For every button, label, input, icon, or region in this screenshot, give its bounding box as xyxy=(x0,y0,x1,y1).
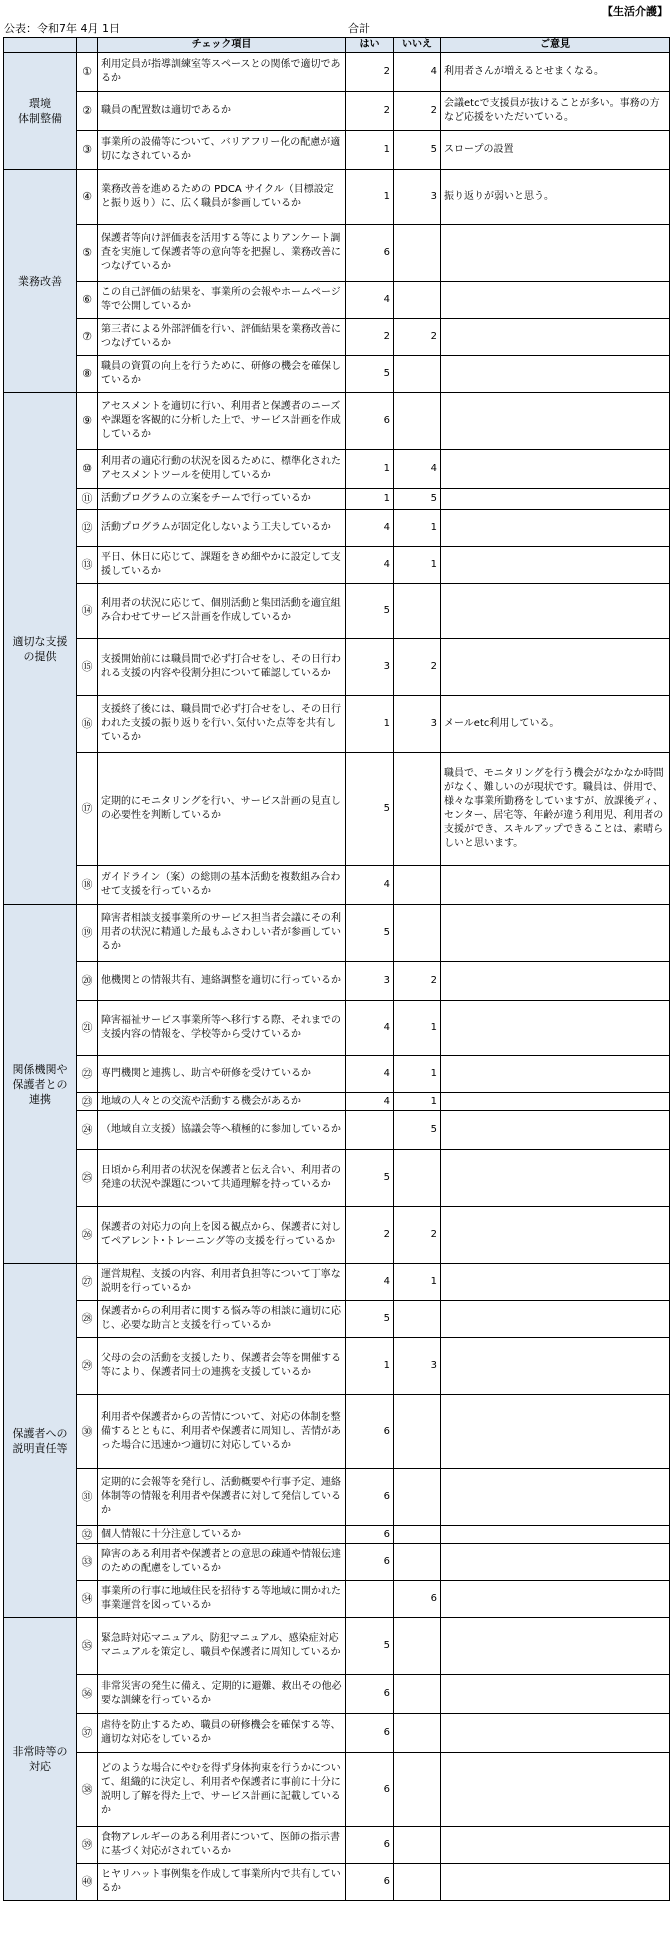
no-count: 5 xyxy=(394,1111,441,1150)
check-item-text: 個人情報に十分注意しているか xyxy=(98,1526,346,1544)
table-row xyxy=(4,753,670,866)
table-row xyxy=(4,131,670,170)
yes-count: 6 xyxy=(346,1753,394,1827)
check-item-text: 利用者の状況に応じて、個別活動と集団活動を適宜組み合わせてサービス計画を作成しているか xyxy=(98,584,346,639)
table-row xyxy=(4,1526,670,1544)
item-number: ⑧ xyxy=(77,356,98,393)
opinion-text xyxy=(441,1111,670,1150)
yes-count: 4 xyxy=(346,282,394,319)
opinion-text xyxy=(441,1264,670,1301)
opinion-header: ご意見 xyxy=(441,38,670,53)
item-number: ㉜ xyxy=(77,1526,98,1544)
item-number: ③ xyxy=(77,131,98,170)
service-type-badge: 【生活介護】 xyxy=(602,5,668,18)
yes-count: 1 xyxy=(346,131,394,170)
opinion-text xyxy=(441,1714,670,1753)
check-item-text: 父母の会の活動を支援したり、保護者会等を開催する等により、保護者同士の連携を支援しているか xyxy=(98,1338,346,1395)
category-label: 関係機関や 保護者との 連携 xyxy=(4,905,77,1264)
opinion-text: スロープの設置 xyxy=(441,131,670,170)
opinion-text xyxy=(441,282,670,319)
table-row xyxy=(4,1675,670,1714)
item-number: ㉓ xyxy=(77,1093,98,1111)
opinion-text: 振り返りが弱いと思う。 xyxy=(441,170,670,225)
no-count: 2 xyxy=(394,639,441,696)
item-number: ⑦ xyxy=(77,319,98,356)
opinion-text xyxy=(441,1301,670,1338)
no-count: 2 xyxy=(394,319,441,356)
check-item-text: （地域自立支援）協議会等へ積極的に参加しているか xyxy=(98,1111,346,1150)
no-count xyxy=(394,1864,441,1901)
yes-count: 1 xyxy=(346,696,394,753)
yes-count: 3 xyxy=(346,639,394,696)
item-number: ⑬ xyxy=(77,547,98,584)
item-number: ㉒ xyxy=(77,1056,98,1093)
table-row xyxy=(4,962,670,1001)
category-label: 保護者への 説明責任等 xyxy=(4,1264,77,1618)
category-label: 非常時等の 対応 xyxy=(4,1618,77,1901)
opinion-text xyxy=(441,1469,670,1526)
check-item-header: チェック項目 xyxy=(98,38,346,53)
yes-count: 6 xyxy=(346,393,394,450)
item-number: ② xyxy=(77,92,98,131)
table-row xyxy=(4,1395,670,1469)
table-row xyxy=(4,1264,670,1301)
no-count: 5 xyxy=(394,489,441,510)
opinion-text xyxy=(441,1093,670,1111)
check-item-text: 障害者相談支援事業所のサービス担当者会議にその利用者の状況に精通した最もふさわしい者が参画しているか xyxy=(98,905,346,962)
item-number: ⑲ xyxy=(77,905,98,962)
check-item-text: ヒヤリハット事例集を作成して事業所内で共有しているか xyxy=(98,1864,346,1901)
yes-count: 5 xyxy=(346,356,394,393)
check-item-text: 専門機関と連携し、助言や研修を受けているか xyxy=(98,1056,346,1093)
check-item-text: 事業所の行事に地域住民を招待する等地域に開かれた事業運営を図っているか xyxy=(98,1581,346,1618)
number-header xyxy=(77,38,98,53)
no-count: 1 xyxy=(394,547,441,584)
no-count xyxy=(394,225,441,282)
opinion-text xyxy=(441,450,670,489)
opinion-text xyxy=(441,319,670,356)
yes-count: 1 xyxy=(346,489,394,510)
table-row xyxy=(4,1093,670,1111)
table-row xyxy=(4,1827,670,1864)
opinion-text xyxy=(441,1618,670,1675)
check-item-text: 業務改善を進めるための PDCA サイクル（目標設定と振り返り）に、広く職員が参画しているか xyxy=(98,170,346,225)
item-number: ㉔ xyxy=(77,1111,98,1150)
no-count: 3 xyxy=(394,170,441,225)
opinion-text: メールetc利用している。 xyxy=(441,696,670,753)
yes-count: 5 xyxy=(346,1618,394,1675)
opinion-text xyxy=(441,1526,670,1544)
opinion-text xyxy=(441,1150,670,1207)
category-header xyxy=(4,38,77,53)
table-row xyxy=(4,1469,670,1526)
no-count xyxy=(394,1753,441,1827)
opinion-text xyxy=(441,1675,670,1714)
yes-count xyxy=(346,1111,394,1150)
no-count: 3 xyxy=(394,1338,441,1395)
no-count: 5 xyxy=(394,131,441,170)
item-number: ㊲ xyxy=(77,1714,98,1753)
no-count xyxy=(394,393,441,450)
yes-count: 6 xyxy=(346,1469,394,1526)
item-number: ㉘ xyxy=(77,1301,98,1338)
item-number: ㊱ xyxy=(77,1675,98,1714)
table-row xyxy=(4,1581,670,1618)
item-number: ㊳ xyxy=(77,1753,98,1827)
opinion-text: 職員で、モニタリングを行う機会がなかなか時間がなく、難しいのが現状です。職員は、併用で、様々な事業所勤務をしていますが、放課後ディ、センター、居宅等、年齢が違う利用児、利用者の支援ができ、スキルアップできることは、素晴らしいと思います。 xyxy=(441,753,670,866)
no-count xyxy=(394,282,441,319)
yes-count: 6 xyxy=(346,1675,394,1714)
no-count xyxy=(394,356,441,393)
yes-count: 5 xyxy=(346,584,394,639)
check-item-text: 利用者の適応行動の状況を図るために、標準化されたアセスメントツールを使用しているか xyxy=(98,450,346,489)
yes-count: 4 xyxy=(346,1093,394,1111)
check-item-text: 虐待を防止するため、職員の研修機会を確保する等、適切な対応をしているか xyxy=(98,1714,346,1753)
no-count: 1 xyxy=(394,1264,441,1301)
no-count: 2 xyxy=(394,92,441,131)
header-row xyxy=(4,38,670,53)
no-count xyxy=(394,1526,441,1544)
yes-count: 6 xyxy=(346,1864,394,1901)
check-item-text: 第三者による外部評価を行い、評価結果を業務改善につなげているか xyxy=(98,319,346,356)
no-count: 1 xyxy=(394,510,441,547)
yes-count: 4 xyxy=(346,1056,394,1093)
item-number: ㊴ xyxy=(77,1827,98,1864)
check-item-text: 運営規程、支援の内容、利用者負担等について丁寧な説明を行っているか xyxy=(98,1264,346,1301)
table-row xyxy=(4,92,670,131)
table-row xyxy=(4,356,670,393)
table-row xyxy=(4,905,670,962)
table-row xyxy=(4,1618,670,1675)
check-item-text: 利用定員が指導訓練室等スペースとの関係で適切であるか xyxy=(98,53,346,92)
opinion-text xyxy=(441,1753,670,1827)
item-number: ㉗ xyxy=(77,1264,98,1301)
no-count: 4 xyxy=(394,450,441,489)
yes-count: 1 xyxy=(346,170,394,225)
no-count xyxy=(394,1150,441,1207)
no-count xyxy=(394,1675,441,1714)
item-number: ⑤ xyxy=(77,225,98,282)
table-row xyxy=(4,1301,670,1338)
checklist-table xyxy=(3,37,670,1901)
check-item-text: 支援開始前には職員間で必ず打合せをし、その日行われる支援の内容や役割分担について確認しているか xyxy=(98,639,346,696)
no-header: いいえ xyxy=(394,38,441,53)
table-row xyxy=(4,1001,670,1056)
check-item-text: アセスメントを適切に行い、利用者と保護者のニーズや課題を客観的に分析した上で、サービス計画を作成しているか xyxy=(98,393,346,450)
category-label: 環境 体制整備 xyxy=(4,53,77,170)
check-item-text: 日頃から利用者の状況を保護者と伝え合い、利用者の発達の状況や課題について共通理解を持っているか xyxy=(98,1150,346,1207)
opinion-text: 利用者さんが増えるとせまくなる。 xyxy=(441,53,670,92)
no-count xyxy=(394,1618,441,1675)
item-number: ㉕ xyxy=(77,1150,98,1207)
yes-count: 3 xyxy=(346,962,394,1001)
opinion-text xyxy=(441,1207,670,1264)
check-item-text: どのような場合にやむを得ず身体拘束を行うかについて、組織的に決定し、利用者や保護者に事前に十分に説明し了解を得た上で、サービス計画に記載しているか xyxy=(98,1753,346,1827)
check-item-text: 地域の人々との交流や活動する機会があるか xyxy=(98,1093,346,1111)
item-number: ㉟ xyxy=(77,1618,98,1675)
check-item-text: ガイドライン（案）の総則の基本活動を複数組み合わせて支援を行っているか xyxy=(98,866,346,905)
yes-count: 6 xyxy=(346,1395,394,1469)
item-number: ① xyxy=(77,53,98,92)
opinion-text xyxy=(441,1544,670,1581)
opinion-text xyxy=(441,356,670,393)
check-item-text: 利用者や保護者からの苦情について、対応の体制を整備するとともに、利用者や保護者に周知し、苦情があった場合に迅速かつ適切に対応しているか xyxy=(98,1395,346,1469)
opinion-text xyxy=(441,1001,670,1056)
check-item-text: この自己評価の結果を、事業所の会報やホームページ等で公開しているか xyxy=(98,282,346,319)
table-row xyxy=(4,319,670,356)
table-row xyxy=(4,1864,670,1901)
table-row xyxy=(4,53,670,92)
item-number: ⑭ xyxy=(77,584,98,639)
category-label: 適切な支援 の提供 xyxy=(4,393,77,905)
item-number: ⑪ xyxy=(77,489,98,510)
table-row xyxy=(4,1056,670,1093)
check-item-text: 活動プログラムが固定化しないよう工夫しているか xyxy=(98,510,346,547)
table-row xyxy=(4,866,670,905)
check-item-text: 平日、休日に応じて、課題をきめ細やかに設定して支援しているか xyxy=(98,547,346,584)
table-row xyxy=(4,1111,670,1150)
check-item-text: 他機関との情報共有、連絡調整を適切に行っているか xyxy=(98,962,346,1001)
yes-count: 4 xyxy=(346,866,394,905)
yes-count: 2 xyxy=(346,1207,394,1264)
item-number: ⑱ xyxy=(77,866,98,905)
item-number: ㉞ xyxy=(77,1581,98,1618)
item-number: ⑥ xyxy=(77,282,98,319)
yes-count: 4 xyxy=(346,547,394,584)
no-count: 2 xyxy=(394,1207,441,1264)
table-row xyxy=(4,1544,670,1581)
table-row xyxy=(4,489,670,510)
no-count: 6 xyxy=(394,1581,441,1618)
check-item-text: 職員の配置数は適切であるか xyxy=(98,92,346,131)
yes-count: 5 xyxy=(346,905,394,962)
no-count xyxy=(394,866,441,905)
item-number: ㉑ xyxy=(77,1001,98,1056)
yes-count: 4 xyxy=(346,510,394,547)
no-count xyxy=(394,905,441,962)
opinion-text xyxy=(441,489,670,510)
check-item-text: 緊急時対応マニュアル、防犯マニュアル、感染症対応マニュアルを策定し、職員や保護者に周知しているか xyxy=(98,1618,346,1675)
table-row xyxy=(4,1207,670,1264)
yes-count: 5 xyxy=(346,1150,394,1207)
opinion-text xyxy=(441,1864,670,1901)
table-row xyxy=(4,510,670,547)
yes-count: 6 xyxy=(346,225,394,282)
table-row xyxy=(4,1338,670,1395)
no-count: 3 xyxy=(394,696,441,753)
opinion-text xyxy=(441,639,670,696)
total-label: 合計 xyxy=(348,22,370,35)
item-number: ㉝ xyxy=(77,1544,98,1581)
item-number: ⑩ xyxy=(77,450,98,489)
opinion-text: 会議etcで支援員が抜けることが多い。事務の方など応援をいただいている。 xyxy=(441,92,670,131)
check-item-text: 定期的に会報等を発行し、活動概要や行事予定、連絡体制等の情報を利用者や保護者に対して発信しているか xyxy=(98,1469,346,1526)
check-item-text: 保護者等向け評価表を活用する等によりアンケート調査を実施して保護者等の意向等を把握し、業務改善につなげているか xyxy=(98,225,346,282)
check-item-text: 保護者からの利用者に関する悩み等の相談に適切に応じ、必要な助言と支援を行っているか xyxy=(98,1301,346,1338)
table-row xyxy=(4,1714,670,1753)
yes-count: 2 xyxy=(346,53,394,92)
table-row xyxy=(4,1753,670,1827)
no-count: 1 xyxy=(394,1001,441,1056)
item-number: ㊵ xyxy=(77,1864,98,1901)
publish-date: 公表：令和7年 4月 1日 xyxy=(4,22,120,35)
yes-count: 2 xyxy=(346,92,394,131)
yes-count: 2 xyxy=(346,319,394,356)
check-item-text: 食物アレルギーのある利用者について、医師の指示書に基づく対応がされているか xyxy=(98,1827,346,1864)
no-count: 1 xyxy=(394,1056,441,1093)
check-item-text: 職員の資質の向上を行うために、研修の機会を確保しているか xyxy=(98,356,346,393)
opinion-text xyxy=(441,1395,670,1469)
table-row xyxy=(4,1150,670,1207)
no-count xyxy=(394,1469,441,1526)
check-item-text: 事業所の設備等について、バリアフリー化の配慮が適切になされているか xyxy=(98,131,346,170)
yes-count: 4 xyxy=(346,1001,394,1056)
opinion-text xyxy=(441,866,670,905)
yes-count xyxy=(346,1581,394,1618)
no-count: 2 xyxy=(394,962,441,1001)
no-count xyxy=(394,1827,441,1864)
table-row xyxy=(4,450,670,489)
opinion-text xyxy=(441,1338,670,1395)
no-count xyxy=(394,1301,441,1338)
yes-count: 6 xyxy=(346,1544,394,1581)
check-item-text: 非常災害の発生に備え、定期的に避難、救出その他必要な訓練を行っているか xyxy=(98,1675,346,1714)
opinion-text xyxy=(441,1827,670,1864)
check-item-text: 定期的にモニタリングを行い、サービス計画の見直しの必要性を判断しているか xyxy=(98,753,346,866)
yes-count: 1 xyxy=(346,450,394,489)
no-count xyxy=(394,753,441,866)
check-item-text: 支援終了後には、職員間で必ず打合せをし、その日行われた支援の振り返りを行い､気付いた点等を共有しているか xyxy=(98,696,346,753)
item-number: ⑯ xyxy=(77,696,98,753)
opinion-text xyxy=(441,962,670,1001)
check-item-text: 保護者の対応力の向上を図る観点から、保護者に対してペアレント･トレーニング等の支援を行っているか xyxy=(98,1207,346,1264)
no-count: 4 xyxy=(394,53,441,92)
yes-count: 5 xyxy=(346,1301,394,1338)
item-number: ⑨ xyxy=(77,393,98,450)
item-number: ⑳ xyxy=(77,962,98,1001)
yes-count: 6 xyxy=(346,1714,394,1753)
item-number: ⑰ xyxy=(77,753,98,866)
item-number: ⑮ xyxy=(77,639,98,696)
no-count: 1 xyxy=(394,1093,441,1111)
opinion-text xyxy=(441,905,670,962)
yes-count: 4 xyxy=(346,1264,394,1301)
item-number: ㉙ xyxy=(77,1338,98,1395)
opinion-text xyxy=(441,1581,670,1618)
table-row xyxy=(4,584,670,639)
opinion-text xyxy=(441,510,670,547)
yes-count: 1 xyxy=(346,1338,394,1395)
category-label: 業務改善 xyxy=(4,170,77,393)
opinion-text xyxy=(441,1056,670,1093)
no-count xyxy=(394,1395,441,1469)
yes-count: 6 xyxy=(346,1526,394,1544)
check-item-text: 障害福祉サービス事業所等へ移行する際、それまでの支援内容の情報を、学校等から受けているか xyxy=(98,1001,346,1056)
item-number: ⑫ xyxy=(77,510,98,547)
item-number: ㉚ xyxy=(77,1395,98,1469)
yes-count: 5 xyxy=(346,753,394,866)
opinion-text xyxy=(441,225,670,282)
table-row xyxy=(4,282,670,319)
no-count xyxy=(394,1714,441,1753)
table-row xyxy=(4,547,670,584)
no-count xyxy=(394,1544,441,1581)
table-row xyxy=(4,225,670,282)
no-count xyxy=(394,584,441,639)
check-item-text: 活動プログラムの立案をチームで行っているか xyxy=(98,489,346,510)
opinion-text xyxy=(441,547,670,584)
table-row xyxy=(4,393,670,450)
table-row xyxy=(4,170,670,225)
item-number: ④ xyxy=(77,170,98,225)
check-item-text: 障害のある利用者や保護者との意思の疎通や情報伝達のための配慮をしているか xyxy=(98,1544,346,1581)
opinion-text xyxy=(441,393,670,450)
table-row xyxy=(4,696,670,753)
item-number: ㉛ xyxy=(77,1469,98,1526)
yes-count: 6 xyxy=(346,1827,394,1864)
opinion-text xyxy=(441,584,670,639)
table-row xyxy=(4,639,670,696)
yes-header: はい xyxy=(346,38,394,53)
item-number: ㉖ xyxy=(77,1207,98,1264)
